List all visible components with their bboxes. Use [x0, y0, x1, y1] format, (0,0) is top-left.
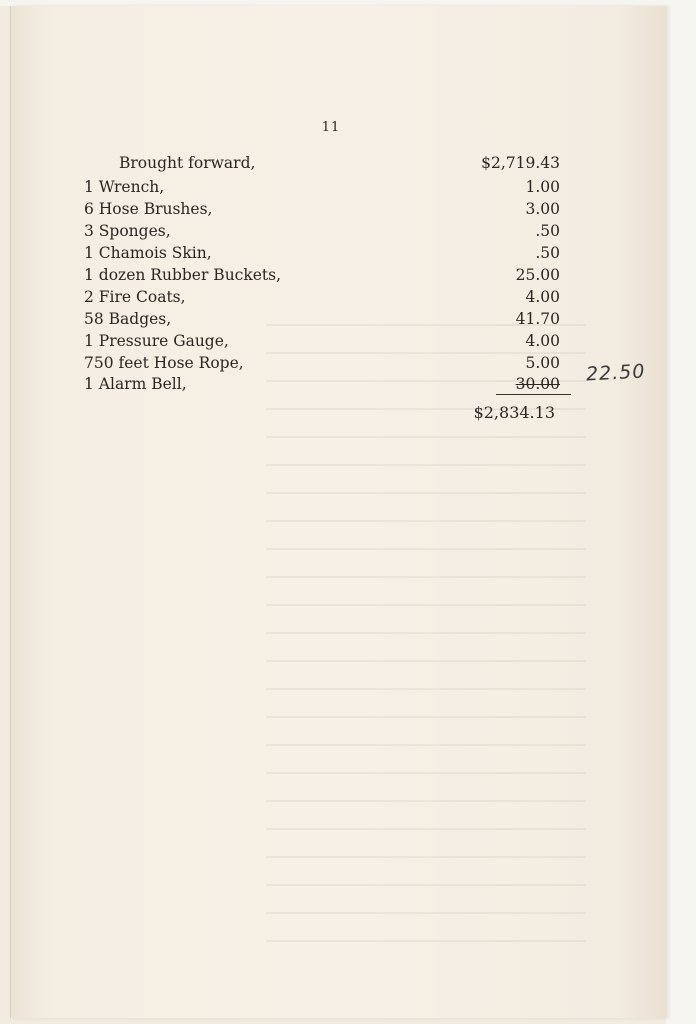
ledger-label: 6 Hose Brushes, [84, 200, 213, 218]
ledger-amount: 4.00 [525, 332, 560, 350]
ledger-line [11, 286, 667, 308]
ledger-line [11, 352, 667, 374]
ledger-amount: .50 [535, 222, 560, 240]
ledger-amount: 3.00 [525, 200, 560, 218]
ledger-amount: 41.70 [515, 310, 560, 328]
ledger-label: 3 Sponges, [84, 222, 171, 240]
ledger-line [11, 220, 667, 242]
ledger-label: 1 Alarm Bell, [84, 375, 187, 393]
handwritten-correction: 22.50 [585, 360, 646, 386]
ledger-label: 58 Badges, [84, 310, 172, 328]
document-page [10, 6, 667, 1018]
ledger-line [11, 264, 667, 286]
ledger-label: 1 Chamois Skin, [84, 244, 212, 262]
ledger-line [11, 176, 667, 198]
ledger-label: 1 Wrench, [84, 178, 165, 196]
grand-total: $2,834.13 [473, 403, 555, 422]
sum-rule [496, 394, 571, 395]
page-edge-right [666, 0, 696, 1024]
page-number: 11 [321, 120, 341, 135]
ledger-line [11, 152, 667, 174]
ledger-line [11, 330, 667, 352]
ledger-label: 750 feet Hose Rope, [84, 354, 244, 372]
ledger-amount: 4.00 [525, 288, 560, 306]
ledger-line [11, 308, 667, 330]
carried-total: $2,719.43 [481, 154, 560, 172]
ledger-label: 2 Fire Coats, [84, 288, 186, 306]
bleed-through-text [266, 306, 586, 946]
ledger-label: Brought forward, [119, 154, 256, 172]
struck-amount: 30.00 [515, 375, 560, 393]
ledger-amount: 1.00 [525, 178, 560, 196]
ledger-label: 1 Pressure Gauge, [84, 332, 229, 350]
ledger-label: 1 dozen Rubber Buckets, [84, 266, 282, 284]
ledger-line [11, 198, 667, 220]
ledger-line [11, 373, 667, 395]
ledger-amount: 5.00 [525, 354, 560, 372]
ledger-line [11, 242, 667, 264]
ledger-amount: .50 [535, 244, 560, 262]
ledger-amount: 25.00 [515, 266, 560, 284]
